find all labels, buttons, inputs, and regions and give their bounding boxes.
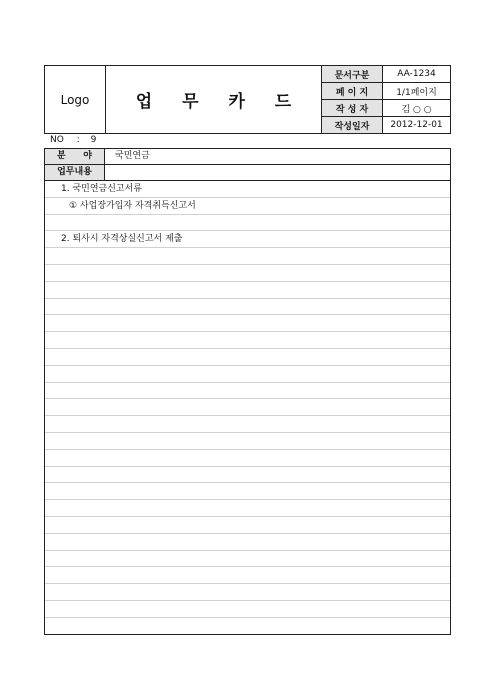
- content-line[interactable]: [45, 618, 450, 635]
- card-number-value: 9: [90, 135, 97, 145]
- content-line[interactable]: [45, 584, 450, 601]
- content-line[interactable]: [45, 500, 450, 517]
- content-line[interactable]: [45, 483, 450, 500]
- card-number-label: NO: [50, 135, 64, 145]
- content-line[interactable]: [45, 366, 450, 383]
- page-label: 페 이 지: [322, 83, 383, 100]
- content-line[interactable]: [45, 399, 450, 416]
- content-label: 업무내용: [45, 165, 105, 180]
- content-line[interactable]: [45, 601, 450, 618]
- content-lines: [45, 181, 450, 635]
- header-table: [44, 65, 451, 134]
- content-line[interactable]: [45, 299, 450, 316]
- card-body: [44, 148, 451, 635]
- doc-type-value: AA-1234: [383, 66, 451, 83]
- content-row: [45, 165, 450, 181]
- doc-type-label: 문서구분: [322, 66, 383, 83]
- content-header-value[interactable]: [105, 165, 115, 180]
- content-line[interactable]: [45, 315, 450, 332]
- content-line[interactable]: [45, 467, 450, 484]
- content-line[interactable]: ① 사업장가입자 자격취득신고서: [45, 198, 450, 215]
- date-label: 작성일자: [322, 117, 383, 134]
- author-label: 작 성 자: [322, 100, 383, 117]
- content-line[interactable]: [45, 349, 450, 366]
- document-title: 업 무 카 드: [106, 66, 322, 134]
- content-line[interactable]: [45, 534, 450, 551]
- content-line[interactable]: [45, 282, 450, 299]
- content-line[interactable]: [45, 517, 450, 534]
- category-label: 분 야: [45, 149, 105, 164]
- logo: Logo: [45, 66, 106, 134]
- content-line[interactable]: [45, 433, 450, 450]
- category-row: [45, 149, 450, 165]
- content-line[interactable]: [45, 265, 450, 282]
- content-line[interactable]: [45, 567, 450, 584]
- date-value: 2012-12-01: [383, 117, 451, 134]
- card-number: [50, 135, 96, 145]
- page-value: 1/1페이지: [383, 83, 451, 100]
- content-line[interactable]: [45, 248, 450, 265]
- card-number-separator: :: [76, 135, 80, 145]
- content-line[interactable]: 2. 퇴사시 자격상실신고서 제출: [45, 231, 450, 248]
- content-line[interactable]: [45, 551, 450, 568]
- author-value: 김 ○ ○: [383, 100, 451, 117]
- content-line[interactable]: [45, 450, 450, 467]
- content-line[interactable]: [45, 383, 450, 400]
- content-line[interactable]: 1. 국민연금신고서류: [45, 181, 450, 198]
- category-value[interactable]: 국민연금: [115, 151, 150, 161]
- content-line[interactable]: [45, 215, 450, 232]
- content-line[interactable]: [45, 416, 450, 433]
- content-line[interactable]: [45, 332, 450, 349]
